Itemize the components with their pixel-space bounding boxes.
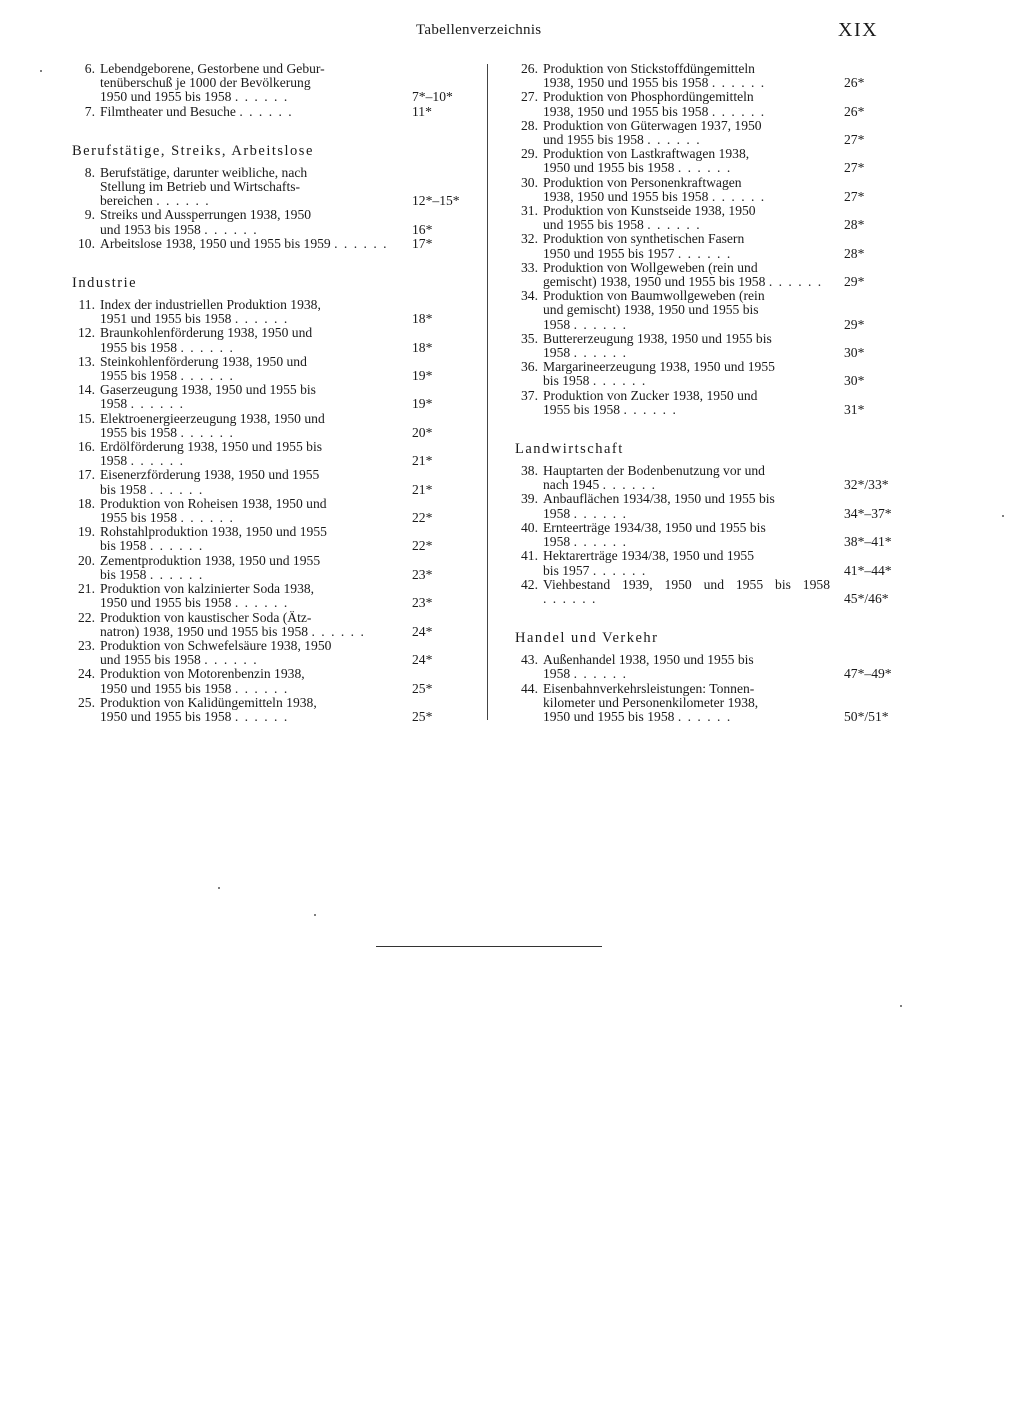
entry-title: [543, 653, 830, 681]
entry-number: 14.: [78, 382, 95, 398]
entry-pages: 23*: [412, 566, 433, 582]
entry-title-line: Eisenbahnverkehrsleistungen: Tonnen-: [543, 680, 755, 696]
entry-title-line: Produktion von Wollgeweben (rein und: [543, 259, 758, 275]
entry-pages: 21*: [412, 481, 433, 497]
scan-speck: [40, 70, 42, 72]
entry-title-line: natron) 1938, 1950 und 1955 bis 1958: [100, 623, 309, 639]
dot-leader: . . . . . .: [602, 477, 657, 493]
entry-pages: 26*: [844, 103, 865, 119]
scan-speck: [1002, 515, 1004, 517]
entry-number: 24.: [78, 666, 95, 682]
entry-title-line: bis 1958: [100, 481, 147, 497]
entry-title-line: nach 1945: [543, 477, 600, 493]
entry-title: [543, 119, 830, 147]
dot-leader: . . . . . .: [156, 193, 211, 209]
toc-entry[interactable]: [515, 289, 900, 332]
entry-pages: 20*: [412, 424, 433, 440]
dot-leader: . . . . . .: [130, 453, 185, 469]
toc-entry[interactable]: [72, 166, 462, 209]
dot-leader: . . . . . .: [543, 590, 597, 606]
entry-title: [100, 298, 398, 326]
entry-title-line: 1955 bis 1958: [543, 401, 621, 417]
entry-title-line: Außenhandel 1938, 1950 und 1955 bis: [543, 652, 754, 668]
entry-title-line: 1958: [543, 316, 571, 332]
entry-number: 13.: [78, 353, 95, 369]
entry-number: 26.: [521, 61, 538, 76]
entry-title-line: Produktion von Stickstoffdüngemitteln: [543, 61, 755, 76]
entry-title-line: und 1953 bis 1958: [100, 221, 201, 237]
entry-number: 34.: [521, 288, 538, 304]
scan-speck: [900, 1005, 902, 1007]
toc-right-column: [515, 62, 900, 724]
entry-title: [543, 261, 830, 289]
entry-title-line: 1950 und 1955 bis 1958: [100, 595, 232, 611]
entry-title-line: 1958: [100, 453, 128, 469]
entry-title-line: Ernteerträge 1934/38, 1950 und 1955 bis: [543, 519, 766, 535]
entry-title-line: Produktion von Kunstseide 1938, 1950: [543, 203, 756, 219]
dot-leader: . . . . . .: [234, 311, 289, 327]
entry-number: 35.: [521, 330, 538, 346]
entry-title-line: und 1955 bis 1958: [543, 132, 644, 148]
dot-leader: . . . . . .: [204, 652, 259, 668]
entry-title: [543, 232, 830, 260]
entry-title: [100, 611, 398, 639]
entry-title-line: 1958: [543, 345, 571, 361]
entry-title-line: Eisenerzförderung 1938, 1950 und 1955: [100, 467, 320, 483]
entry-title: [100, 497, 398, 525]
entry-number: 17.: [78, 467, 95, 483]
entry-title-line: Produktion von Phosphordüngemitteln: [543, 89, 754, 105]
entry-pages: 23*: [412, 595, 433, 611]
entry-title: [543, 62, 830, 90]
section-heading: Handel und Verkehr: [515, 630, 659, 647]
entry-title: [100, 105, 398, 119]
entry-number: 19.: [78, 524, 95, 540]
entry-pages: 28*: [844, 245, 865, 261]
entry-title: [100, 208, 398, 236]
dot-leader: . . . . . .: [573, 666, 628, 682]
entry-title-line: Produktion von Personenkraftwagen: [543, 174, 742, 190]
entry-title: [100, 554, 398, 582]
entry-title: [100, 62, 398, 105]
entry-number: 38.: [521, 463, 538, 479]
dot-leader: . . . . . .: [677, 160, 732, 176]
entry-title-line: Index der industriellen Produktion 1938,: [100, 297, 321, 313]
entry-number: 37.: [521, 387, 538, 403]
footer-rule: [376, 946, 602, 947]
entry-pages: 38*–41*: [844, 534, 892, 550]
entry-title: [543, 147, 830, 175]
entry-title-line: 1938, 1950 und 1955 bis 1958: [543, 75, 709, 91]
entry-title-line: Lebendgeborene, Gestorbene und Gebur-: [100, 61, 325, 76]
entry-pages: 21*: [412, 453, 433, 469]
entry-title-line: 1938, 1950 und 1955 bis 1958: [543, 188, 709, 204]
entry-title-line: Viehbestand 1939, 1950 und 1955 bis 1958: [543, 576, 830, 592]
toc-entry[interactable]: [72, 355, 462, 383]
dot-leader: . . . . . .: [239, 103, 294, 119]
entry-title: [100, 582, 398, 610]
entry-number: 8.: [84, 164, 95, 180]
dot-leader: . . . . . .: [711, 75, 766, 91]
dot-leader: . . . . . .: [149, 538, 204, 554]
entry-pages: 41*–44*: [844, 562, 892, 578]
entry-pages: 29*: [844, 316, 865, 332]
entry-pages: 50*/51*: [844, 708, 889, 724]
entry-title: [100, 696, 398, 724]
section-heading: Landwirtschaft: [515, 441, 624, 458]
entry-title-line: 1950 und 1955 bis 1958: [100, 680, 232, 696]
entry-title: [100, 326, 398, 354]
entry-title-line: 1958: [543, 505, 571, 521]
entry-pages: 31*: [844, 401, 865, 417]
toc-entry[interactable]: [515, 682, 900, 725]
toc-entry[interactable]: [72, 208, 462, 236]
entry-title-line: und gemischt) 1938, 1950 und 1955 bis: [543, 302, 759, 318]
entry-pages: 11*: [412, 103, 432, 119]
entry-title-line: 1951 und 1955 bis 1958: [100, 311, 232, 327]
dot-leader: . . . . . .: [592, 373, 647, 389]
section-heading: Industrie: [72, 275, 138, 292]
entry-title: [543, 389, 830, 417]
toc-entry[interactable]: [515, 90, 900, 118]
entry-title-line: gemischt) 1938, 1950 und 1955 bis 1958: [543, 274, 766, 290]
toc-entry[interactable]: [515, 360, 900, 388]
entry-title: [543, 521, 830, 549]
entry-title-line: 1958: [543, 666, 571, 682]
entry-title-line: Produktion von synthetischen Fasern: [543, 231, 745, 247]
entry-pages: 30*: [844, 345, 865, 361]
toc-entry[interactable]: [515, 147, 900, 175]
entry-number: 22.: [78, 609, 95, 625]
entry-title-line: Margarineerzeugung 1938, 1950 und 1955: [543, 359, 775, 375]
entry-title-line: 1950 und 1955 bis 1957: [543, 245, 675, 261]
toc-entry[interactable]: [72, 639, 462, 667]
entry-pages: 25*: [412, 708, 433, 724]
toc-entry[interactable]: [72, 667, 462, 695]
toc-entry[interactable]: [515, 204, 900, 232]
entry-title: [100, 667, 398, 695]
entry-title: [543, 492, 830, 520]
entry-number: 28.: [521, 117, 538, 133]
entry-pages: 45*/46*: [844, 590, 889, 606]
toc-entry[interactable]: [515, 62, 900, 90]
dot-leader: . . . . . .: [204, 221, 259, 237]
entry-number: 43.: [521, 652, 538, 668]
entry-title-line: Buttererzeugung 1938, 1950 und 1955 bis: [543, 330, 772, 346]
toc-entry[interactable]: [72, 696, 462, 724]
dot-leader: . . . . . .: [234, 708, 289, 724]
entry-title-line: bis 1958: [543, 373, 590, 389]
entry-title: [100, 525, 398, 553]
scan-speck: [218, 887, 220, 889]
dot-leader: . . . . . .: [234, 89, 289, 105]
dot-leader: . . . . . .: [573, 534, 628, 550]
entry-pages: 18*: [412, 311, 433, 327]
entry-title-line: 1950 und 1955 bis 1958: [100, 89, 232, 105]
entry-pages: 24*: [412, 652, 433, 668]
dot-leader: . . . . . .: [149, 566, 204, 582]
entry-number: 31.: [521, 203, 538, 219]
entry-pages: 19*: [412, 368, 433, 384]
entry-title: [100, 383, 398, 411]
entry-title-line: Elektroenergieerzeugung 1938, 1950 und: [100, 410, 325, 426]
dot-leader: . . . . . .: [677, 245, 732, 261]
entry-title-line: kilometer und Personenkilometer 1938,: [543, 694, 759, 710]
entry-title-line: Produktion von kaustischer Soda (Ätz-: [100, 609, 312, 625]
entry-title-line: Arbeitslose 1938, 1950 und 1955 bis 1959: [100, 235, 331, 251]
dot-leader: . . . . . .: [623, 401, 678, 417]
entry-title: [543, 204, 830, 232]
entry-number: 18.: [78, 495, 95, 511]
toc-entry[interactable]: [72, 326, 462, 354]
toc-entry[interactable]: [515, 578, 900, 606]
entry-title-line: Produktion von Motorenbenzin 1938,: [100, 666, 305, 682]
entry-number: 7.: [84, 103, 95, 119]
toc-entry[interactable]: [515, 389, 900, 417]
toc-left-column: [72, 62, 462, 724]
entry-pages: 29*: [844, 274, 865, 290]
entry-title-line: Zementproduktion 1938, 1950 und 1955: [100, 552, 321, 568]
section-heading: Berufstätige, Streiks, Arbeitslose: [72, 142, 314, 159]
entry-number: 42.: [521, 576, 538, 592]
dot-leader: . . . . . .: [234, 680, 289, 696]
entry-pages: 28*: [844, 217, 865, 233]
entry-title-line: 1938, 1950 und 1955 bis 1958: [543, 103, 709, 119]
entry-title: [543, 360, 830, 388]
toc-entry[interactable]: [515, 653, 900, 681]
dot-leader: . . . . . .: [768, 274, 823, 290]
entry-title-line: 1958: [543, 534, 571, 550]
entry-pages: 19*: [412, 396, 433, 412]
entry-title: [543, 682, 830, 725]
dot-leader: . . . . . .: [573, 316, 628, 332]
entry-title-line: 1950 und 1955 bis 1958: [100, 708, 232, 724]
entry-pages: 18*: [412, 339, 433, 355]
dot-leader: . . . . . .: [711, 103, 766, 119]
entry-title-line: Steinkohlenförderung 1938, 1950 und: [100, 353, 307, 369]
entry-title: [100, 639, 398, 667]
entry-pages: 26*: [844, 75, 865, 91]
entry-title-line: 1955 bis 1958: [100, 510, 178, 526]
entry-title-line: 1950 und 1955 bis 1958: [543, 160, 675, 176]
entry-title-line: 1955 bis 1958: [100, 424, 178, 440]
entry-pages: 32*/33*: [844, 477, 889, 493]
entry-title-line: 1958: [100, 396, 128, 412]
running-head: [0, 20, 1024, 44]
entry-number: 16.: [78, 439, 95, 455]
dot-leader: . . . . . .: [573, 505, 628, 521]
entry-title: [543, 332, 830, 360]
entry-title-line: 1950 und 1955 bis 1958: [543, 708, 675, 724]
entry-pages: 22*: [412, 538, 433, 554]
entry-title-line: Anbauflächen 1934/38, 1950 und 1955 bis: [543, 491, 775, 507]
toc-entry[interactable]: [72, 412, 462, 440]
entry-title: [543, 578, 830, 606]
dot-leader: . . . . . .: [130, 396, 185, 412]
entry-title-line: Hauptarten der Bodenbenutzung vor und: [543, 463, 765, 479]
entry-title-line: Braunkohlenförderung 1938, 1950 und: [100, 325, 313, 341]
toc-entry[interactable]: [72, 440, 462, 468]
entry-title: [100, 412, 398, 440]
entry-pages: 22*: [412, 510, 433, 526]
entry-title-line: tenüberschuß je 1000 der Bevölkerung: [100, 75, 311, 91]
entry-title-line: 1955 bis 1958: [100, 368, 178, 384]
entry-title-line: bis 1958: [100, 538, 147, 554]
toc-entry[interactable]: [72, 62, 462, 105]
toc-entry[interactable]: [72, 237, 462, 251]
entry-pages: 27*: [844, 188, 865, 204]
page-number: XIX: [838, 19, 879, 41]
toc-entry[interactable]: [515, 492, 900, 520]
dot-leader: . . . . . .: [180, 368, 235, 384]
toc-entry[interactable]: [72, 497, 462, 525]
entry-title-line: bis 1957: [543, 562, 590, 578]
entry-pages: 7*–10*: [412, 89, 453, 105]
entry-number: 29.: [521, 146, 538, 162]
page-title: Tabellenverzeichnis: [416, 22, 542, 38]
entry-number: 6.: [84, 61, 95, 76]
entry-title: [543, 464, 830, 492]
entry-number: 15.: [78, 410, 95, 426]
entry-title: [543, 289, 830, 332]
entry-title-line: bereichen: [100, 193, 153, 209]
entry-number: 12.: [78, 325, 95, 341]
entry-title-line: Streiks und Aussperrungen 1938, 1950: [100, 207, 312, 223]
toc-entry[interactable]: [72, 611, 462, 639]
dot-leader: . . . . . .: [334, 235, 389, 251]
dot-leader: . . . . . .: [711, 188, 766, 204]
entry-pages: 27*: [844, 132, 865, 148]
entry-pages: 12*–15*: [412, 193, 460, 209]
entry-title-line: Rohstahlproduktion 1938, 1950 und 1955: [100, 524, 327, 540]
entry-number: 39.: [521, 491, 538, 507]
entry-number: 23.: [78, 637, 95, 653]
entry-title-line: Stellung im Betrieb und Wirtschafts-: [100, 179, 301, 195]
dot-leader: . . . . . .: [180, 424, 235, 440]
toc-entry[interactable]: [515, 232, 900, 260]
entry-number: 21.: [78, 581, 95, 597]
toc-entry[interactable]: [515, 261, 900, 289]
toc-entry[interactable]: [515, 332, 900, 360]
dot-leader: . . . . . .: [180, 510, 235, 526]
entry-title-line: 1955 bis 1958: [100, 339, 178, 355]
entry-number: 11.: [78, 297, 95, 313]
entry-title: [100, 355, 398, 383]
toc-entry[interactable]: [515, 464, 900, 492]
toc-entry[interactable]: [515, 176, 900, 204]
entry-pages: 30*: [844, 373, 865, 389]
entry-title-line: bis 1958: [100, 566, 147, 582]
entry-pages: 25*: [412, 680, 433, 696]
entry-title: [543, 176, 830, 204]
entry-title: [543, 90, 830, 118]
entry-title: [543, 549, 830, 577]
toc-entry[interactable]: [72, 525, 462, 553]
dot-leader: . . . . . .: [234, 595, 289, 611]
entry-number: 36.: [521, 359, 538, 375]
dot-leader: . . . . . .: [592, 562, 647, 578]
entry-title-line: Filmtheater und Besuche: [100, 103, 236, 119]
entry-title-line: Produktion von Roheisen 1938, 1950 und: [100, 495, 327, 511]
entry-title-line: Produktion von Baumwollgeweben (rein: [543, 288, 765, 304]
entry-number: 32.: [521, 231, 538, 247]
entry-title-line: Produktion von Zucker 1938, 1950 und: [543, 387, 758, 403]
toc-entry[interactable]: [515, 119, 900, 147]
dot-leader: . . . . . .: [647, 132, 702, 148]
entry-title: [100, 440, 398, 468]
column-divider: [487, 64, 488, 720]
entry-title-line: Produktion von kalzinierter Soda 1938,: [100, 581, 315, 597]
entry-pages: 34*–37*: [844, 505, 892, 521]
entry-pages: 27*: [844, 160, 865, 176]
entry-title: [100, 237, 398, 251]
entry-title-line: Berufstätige, darunter weibliche, nach: [100, 164, 308, 180]
entry-title-line: Produktion von Schwefelsäure 1938, 1950: [100, 637, 332, 653]
entry-title-line: Erdölförderung 1938, 1950 und 1955 bis: [100, 439, 323, 455]
entry-title-line: Produktion von Güterwagen 1937, 1950: [543, 117, 762, 133]
entry-number: 9.: [84, 207, 95, 223]
toc-entry[interactable]: [515, 521, 900, 549]
entry-number: 44.: [521, 680, 538, 696]
dot-leader: . . . . . .: [149, 481, 204, 497]
entry-pages: 47*–49*: [844, 666, 892, 682]
entry-number: 25.: [78, 694, 95, 710]
entry-title: [100, 166, 398, 209]
entry-title-line: Gaserzeugung 1938, 1950 und 1955 bis: [100, 382, 316, 398]
entry-title-line: Produktion von Lastkraftwagen 1938,: [543, 146, 750, 162]
toc-entry[interactable]: [72, 383, 462, 411]
entry-title: [100, 468, 398, 496]
entry-title-line: und 1955 bis 1958: [100, 652, 201, 668]
toc-entry[interactable]: [72, 298, 462, 326]
dot-leader: . . . . . .: [647, 217, 702, 233]
entry-number: 41.: [521, 548, 538, 564]
dot-leader: . . . . . .: [180, 339, 235, 355]
dot-leader: . . . . . .: [573, 345, 628, 361]
toc-entry[interactable]: [72, 468, 462, 496]
toc-entry[interactable]: [72, 105, 462, 119]
entry-pages: 17*: [412, 235, 433, 251]
entry-title-line: Hektarerträge 1934/38, 1950 und 1955: [543, 548, 755, 564]
entry-number: 10.: [78, 235, 95, 251]
entry-number: 40.: [521, 519, 538, 535]
entry-number: 20.: [78, 552, 95, 568]
entry-title-line: und 1955 bis 1958: [543, 217, 644, 233]
toc-entry[interactable]: [72, 582, 462, 610]
dot-leader: . . . . . .: [677, 708, 732, 724]
entry-number: 33.: [521, 259, 538, 275]
scan-speck: [314, 914, 316, 916]
entry-pages: 24*: [412, 623, 433, 639]
entry-number: 30.: [521, 174, 538, 190]
dot-leader: . . . . . .: [311, 623, 366, 639]
entry-pages: 16*: [412, 221, 433, 237]
entry-number: 27.: [521, 89, 538, 105]
toc-entry[interactable]: [515, 549, 900, 577]
entry-title-line: Produktion von Kalidüngemitteln 1938,: [100, 694, 317, 710]
toc-entry[interactable]: [72, 554, 462, 582]
